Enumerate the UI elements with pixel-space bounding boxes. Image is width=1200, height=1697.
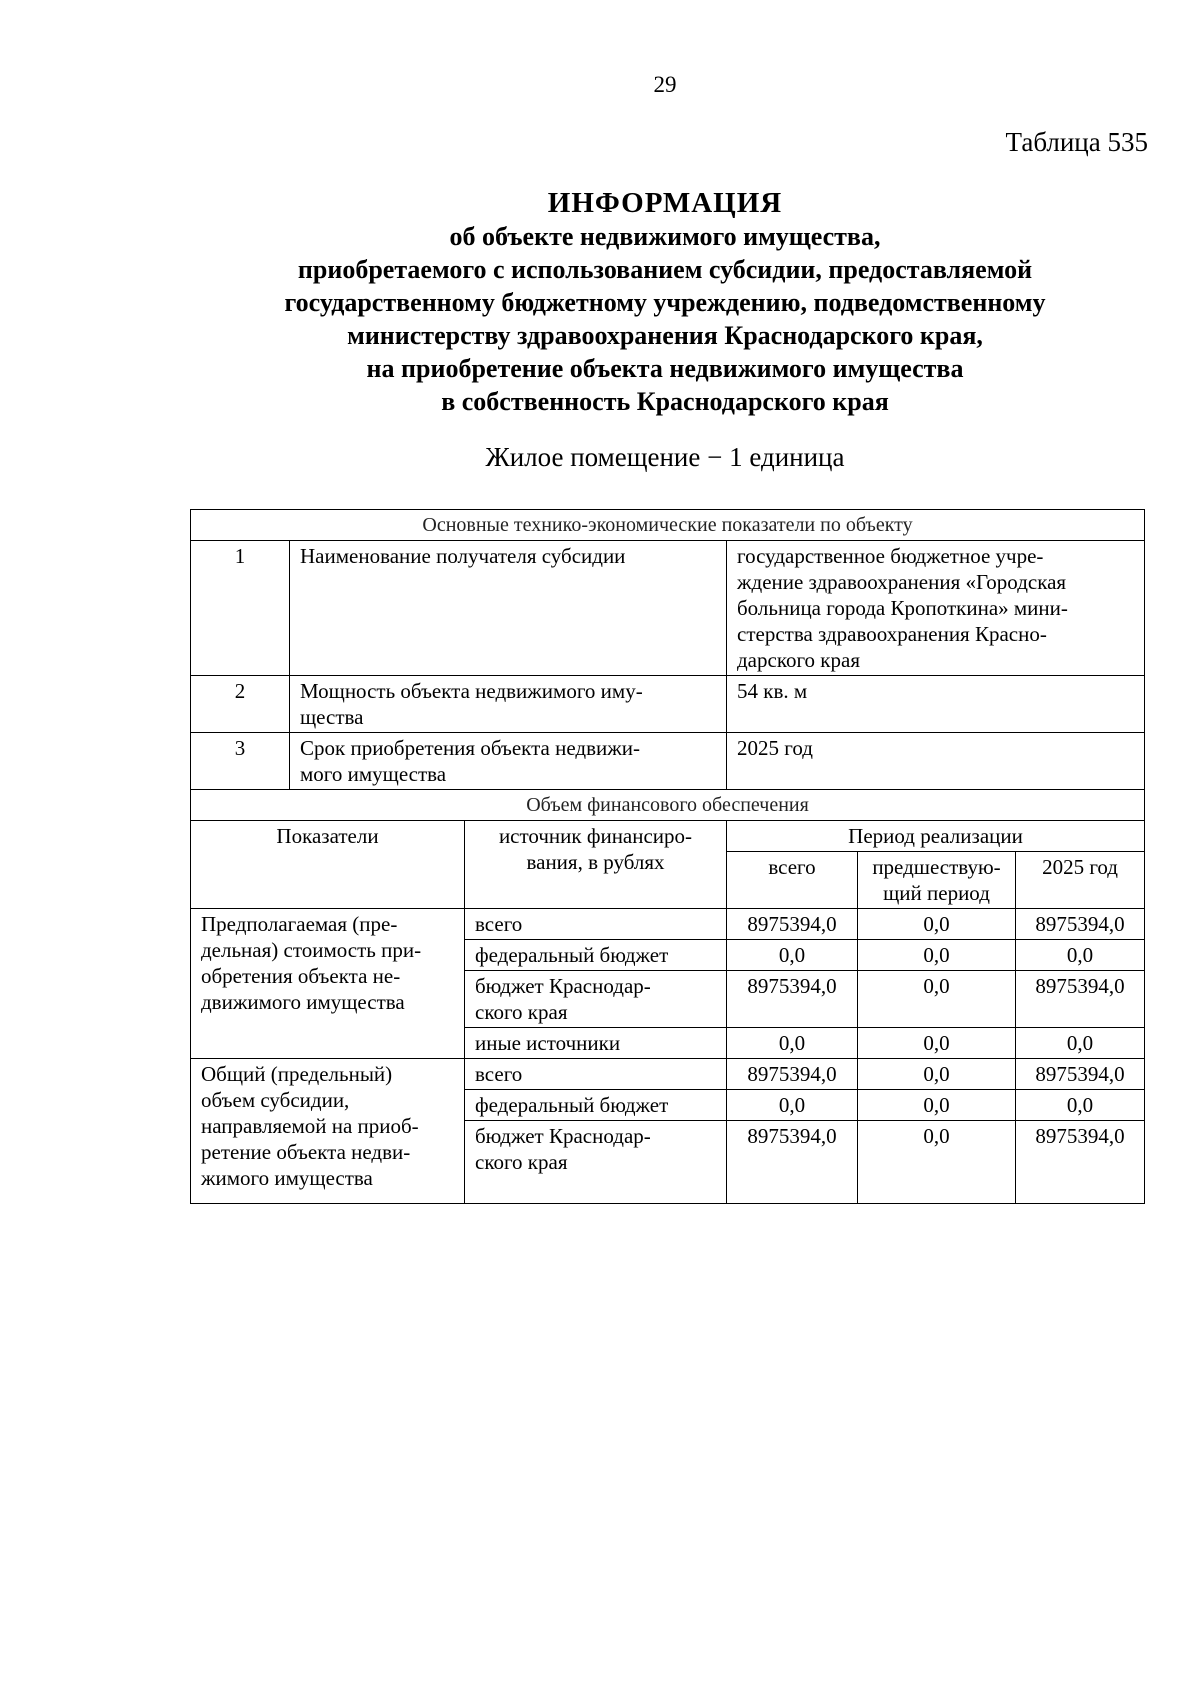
section-header-row [191, 510, 1145, 541]
source-cell: всего [465, 1059, 727, 1090]
total-cell: 0,0 [727, 1028, 858, 1059]
group-label: Общий (предельный) объем субсидии, направляемой на приоб- ретение объекта недви- жимого имущества [191, 1059, 465, 1204]
prev-cell: 0,0 [858, 971, 1016, 1028]
y2025-cell: 8975394,0 [1016, 909, 1145, 940]
col-2025-header: 2025 год [1016, 852, 1145, 909]
row-number: 1 [191, 541, 290, 676]
title-main: ИНФОРМАЦИЯ [547, 187, 783, 219]
object-subtitle: Жилое помещение − 1 единица [485, 442, 845, 472]
section1-header: Основные технико-экономические показатели по объекту [191, 510, 1145, 541]
title-line: министерству здравоохранения Краснодарского края, [347, 321, 983, 350]
prev-cell: 0,0 [858, 909, 1016, 940]
row-label: Наименование получателя субсидии [290, 541, 727, 676]
total-cell: 8975394,0 [727, 1059, 858, 1090]
group-label: Предполагаемая (пре- дельная) стоимость при- обретения объекта не- движимого имущества [191, 909, 465, 1059]
title-line: приобретаемого с использованием субсидии, предоставляемой [297, 255, 1033, 284]
row-label: Мощность объекта недвижимого иму- щества [290, 676, 727, 733]
total-cell: 0,0 [727, 940, 858, 971]
source-cell: иные источники [465, 1028, 727, 1059]
prev-cell: 0,0 [858, 1121, 1016, 1204]
total-cell: 8975394,0 [727, 909, 858, 940]
y2025-cell: 0,0 [1016, 1028, 1145, 1059]
y2025-cell: 8975394,0 [1016, 1121, 1145, 1204]
row-value: 54 кв. м [727, 676, 1145, 733]
col-period-header: Период реализации [727, 821, 1145, 852]
y2025-cell: 0,0 [1016, 1090, 1145, 1121]
row-number: 3 [191, 733, 290, 790]
row-value: государственное бюджетное учре- ждение здравоохранения «Городская больница города Кропоткина» мини- стерства здравоохранения Красно- дарского края [727, 541, 1145, 676]
section-header-row [191, 790, 1145, 821]
source-cell: федеральный бюджет [465, 940, 727, 971]
source-cell: бюджет Краснодар- ского края [465, 1121, 727, 1204]
source-cell: федеральный бюджет [465, 1090, 727, 1121]
col-indicators-header: Показатели [191, 821, 465, 909]
title-line: на приобретение объекта недвижимого имущества [366, 354, 964, 383]
table-row [191, 733, 1145, 790]
table-label: Таблица 535 [1005, 127, 1148, 157]
page-number: 29 [653, 72, 677, 97]
table-row [191, 1059, 1145, 1090]
total-cell: 0,0 [727, 1090, 858, 1121]
source-cell: всего [465, 909, 727, 940]
table-row [191, 676, 1145, 733]
y2025-cell: 8975394,0 [1016, 971, 1145, 1028]
title-line: в собственность Краснодарского края [441, 387, 889, 416]
row-value: 2025 год [727, 733, 1145, 790]
source-cell: бюджет Краснодар- ского края [465, 971, 727, 1028]
title-line: об объекте недвижимого имущества, [449, 222, 881, 251]
table-row [191, 909, 1145, 940]
total-cell: 8975394,0 [727, 1121, 858, 1204]
row-number: 2 [191, 676, 290, 733]
total-cell: 8975394,0 [727, 971, 858, 1028]
col-source-header: источник финансиро- вания, в рублях [465, 821, 727, 909]
prev-cell: 0,0 [858, 940, 1016, 971]
y2025-cell: 0,0 [1016, 940, 1145, 971]
info-table [190, 509, 1145, 1204]
y2025-cell: 8975394,0 [1016, 1059, 1145, 1090]
table-row [191, 541, 1145, 676]
section2-header: Объем финансового обеспечения [191, 790, 1145, 821]
prev-cell: 0,0 [858, 1090, 1016, 1121]
col-total-header: всего [727, 852, 858, 909]
column-header-row [191, 821, 1145, 852]
prev-cell: 0,0 [858, 1028, 1016, 1059]
col-prev-header: предшествую- щий период [858, 852, 1016, 909]
title-line: государственному бюджетному учреждению, подведомственному [284, 288, 1046, 317]
document-title [0, 186, 1200, 418]
prev-cell: 0,0 [858, 1059, 1016, 1090]
row-label: Срок приобретения объекта недвижи- мого имущества [290, 733, 727, 790]
